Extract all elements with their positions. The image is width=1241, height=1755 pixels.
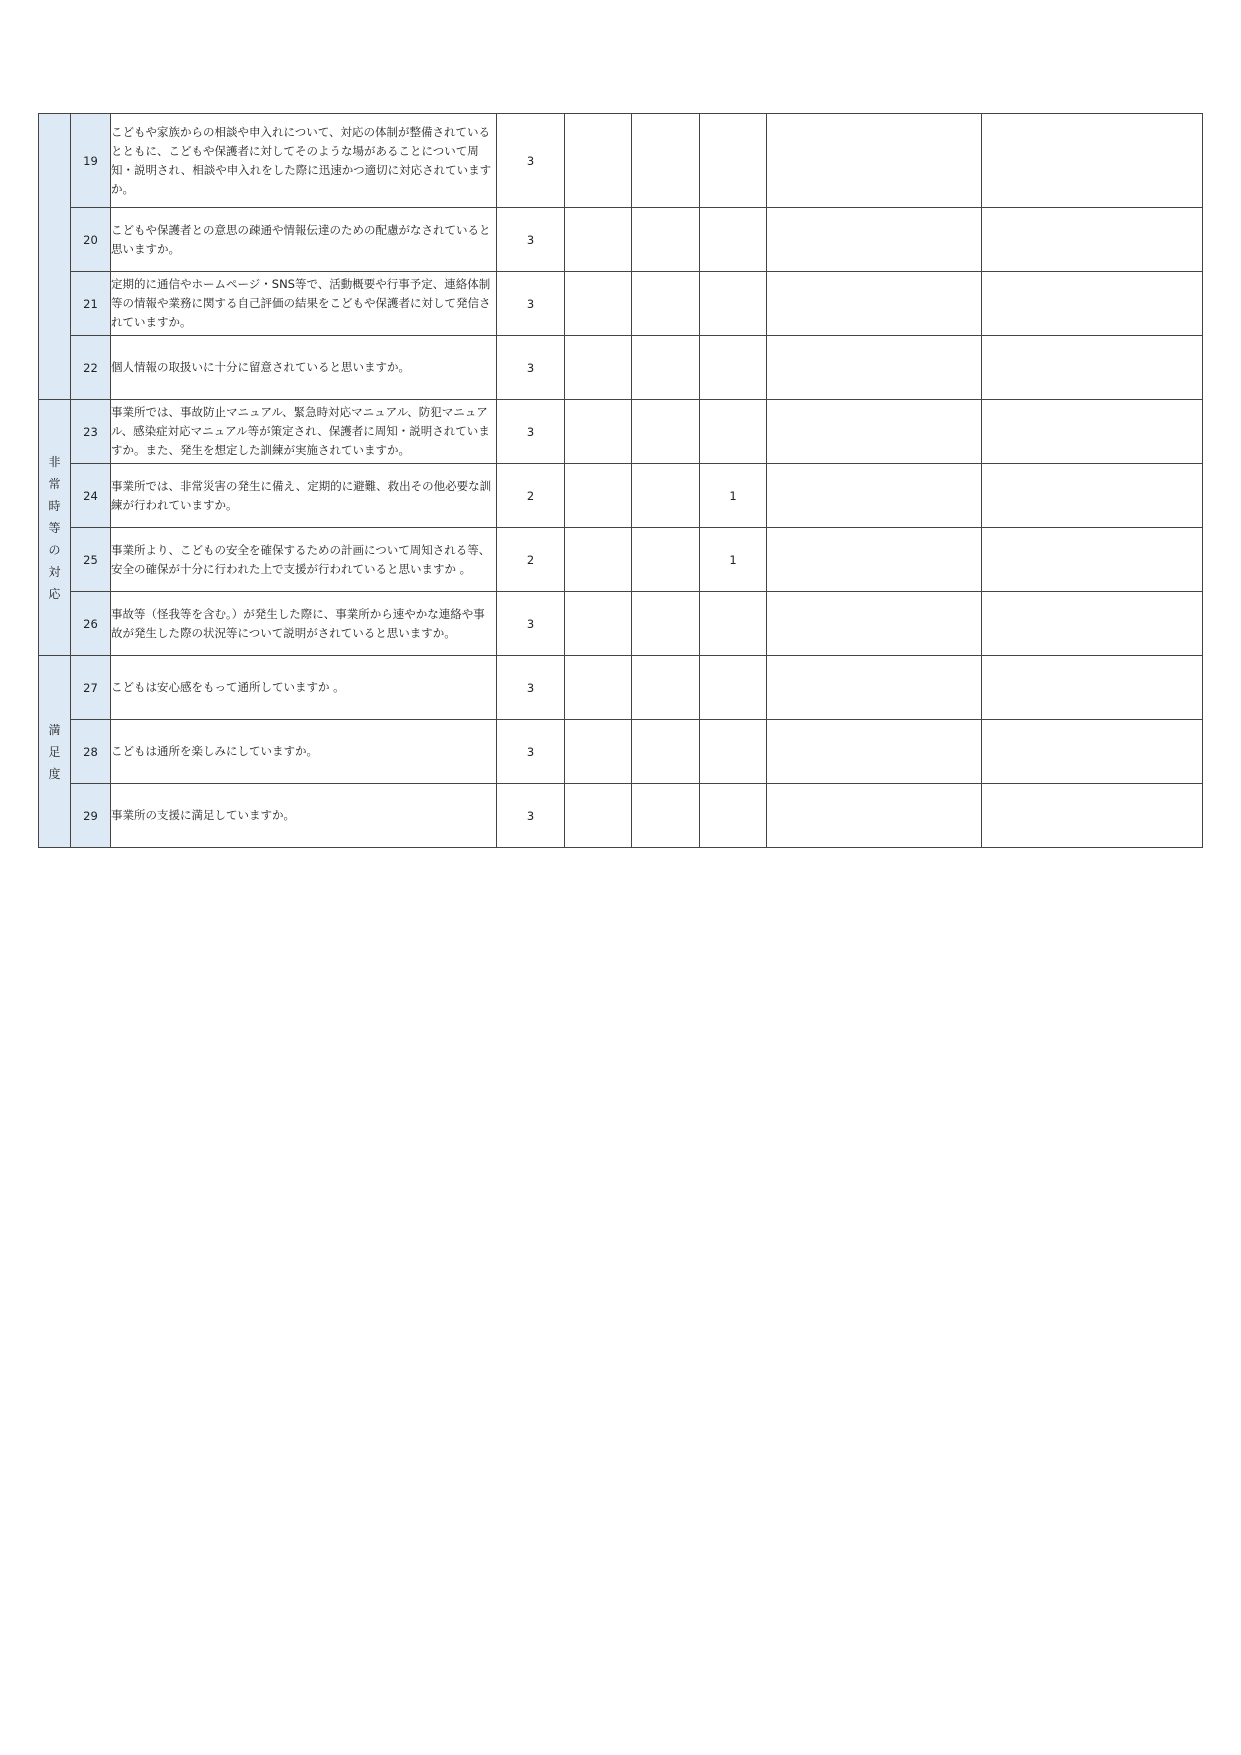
table-row — [39, 784, 1203, 848]
response-cell — [982, 272, 1203, 336]
answer-col4 — [700, 208, 767, 272]
question-text: こどもや保護者との意思の疎通や情報伝達のための配慮がなされていると思いますか。 — [111, 208, 497, 272]
answer-col2 — [565, 208, 632, 272]
table-row — [39, 400, 1203, 464]
answer-yes-count: 3 — [497, 208, 565, 272]
answer-col2 — [565, 784, 632, 848]
answer-col2 — [565, 400, 632, 464]
answer-col4 — [700, 272, 767, 336]
answer-col4 — [700, 656, 767, 720]
question-text: 事業所より、こどもの安全を確保するための計画について周知される等、安全の確保が十分に行われた上で支援が行われていると思いますか 。 — [111, 528, 497, 592]
question-text: 事業所では、事故防止マニュアル、緊急時対応マニュアル、防犯マニュアル、感染症対応マニュアル等が策定され、保護者に周知・説明されていますか。また、発生を想定した訓練が実施されていますか。 — [111, 400, 497, 464]
row-number: 21 — [71, 272, 111, 336]
answer-col3 — [632, 784, 700, 848]
table-row — [39, 208, 1203, 272]
answer-yes-count: 2 — [497, 464, 565, 528]
answer-col4 — [700, 336, 767, 400]
question-text: こどもは安心感をもって通所していますか 。 — [111, 656, 497, 720]
answer-col4: 1 — [700, 464, 767, 528]
table-row — [39, 336, 1203, 400]
answer-col2 — [565, 272, 632, 336]
answer-col4 — [700, 114, 767, 208]
answer-col3 — [632, 720, 700, 784]
comment-cell — [767, 592, 982, 656]
table-row — [39, 656, 1203, 720]
row-number: 27 — [71, 656, 111, 720]
comment-cell — [767, 272, 982, 336]
answer-col2 — [565, 528, 632, 592]
answer-col3 — [632, 336, 700, 400]
answer-col2 — [565, 336, 632, 400]
table-row — [39, 464, 1203, 528]
category-label: 満足度 — [48, 722, 61, 781]
comment-cell — [767, 528, 982, 592]
evaluation-table — [38, 113, 1203, 848]
question-text: こどもは通所を楽しみにしていますか。 — [111, 720, 497, 784]
answer-col4 — [700, 400, 767, 464]
question-text: 事業所の支援に満足していますか。 — [111, 784, 497, 848]
row-number: 24 — [71, 464, 111, 528]
row-number: 22 — [71, 336, 111, 400]
table-row — [39, 272, 1203, 336]
row-number: 19 — [71, 114, 111, 208]
comment-cell — [767, 400, 982, 464]
comment-cell — [767, 656, 982, 720]
question-text: 定期的に通信やホームページ・SNS等で、活動概要や行事予定、連絡体制等の情報や業務に関する自己評価の結果をこどもや保護者に対して発信されていますか。 — [111, 272, 497, 336]
response-cell — [982, 114, 1203, 208]
response-cell — [982, 464, 1203, 528]
question-text: 個人情報の取扱いに十分に留意されていると思いますか。 — [111, 336, 497, 400]
table-row — [39, 720, 1203, 784]
category-cell — [39, 114, 71, 400]
table-row — [39, 114, 1203, 208]
answer-col3 — [632, 656, 700, 720]
row-number: 29 — [71, 784, 111, 848]
answer-col4 — [700, 720, 767, 784]
answer-col2 — [565, 114, 632, 208]
answer-col3 — [632, 464, 700, 528]
response-cell — [982, 528, 1203, 592]
category-cell — [39, 656, 71, 848]
row-number: 25 — [71, 528, 111, 592]
comment-cell — [767, 464, 982, 528]
answer-yes-count: 2 — [497, 528, 565, 592]
answer-yes-count: 3 — [497, 656, 565, 720]
row-number: 23 — [71, 400, 111, 464]
response-cell — [982, 784, 1203, 848]
answer-col3 — [632, 114, 700, 208]
answer-col3 — [632, 592, 700, 656]
row-number: 28 — [71, 720, 111, 784]
answer-col4: 1 — [700, 528, 767, 592]
answer-yes-count: 3 — [497, 400, 565, 464]
answer-col2 — [565, 656, 632, 720]
answer-yes-count: 3 — [497, 720, 565, 784]
answer-yes-count: 3 — [497, 592, 565, 656]
response-cell — [982, 592, 1203, 656]
question-text: 事故等（怪我等を含む。）が発生した際に、事業所から速やかな連絡や事故が発生した際の状況等について説明がされていると思いますか。 — [111, 592, 497, 656]
answer-col3 — [632, 208, 700, 272]
response-cell — [982, 208, 1203, 272]
table-row — [39, 528, 1203, 592]
response-cell — [982, 400, 1203, 464]
answer-yes-count: 3 — [497, 784, 565, 848]
category-cell — [39, 400, 71, 656]
answer-col3 — [632, 528, 700, 592]
response-cell — [982, 336, 1203, 400]
comment-cell — [767, 784, 982, 848]
answer-col4 — [700, 784, 767, 848]
comment-cell — [767, 208, 982, 272]
answer-col4 — [700, 592, 767, 656]
answer-col3 — [632, 400, 700, 464]
answer-col2 — [565, 464, 632, 528]
answer-yes-count: 3 — [497, 272, 565, 336]
response-cell — [982, 656, 1203, 720]
row-number: 20 — [71, 208, 111, 272]
row-number: 26 — [71, 592, 111, 656]
response-cell — [982, 720, 1203, 784]
question-text: こどもや家族からの相談や申入れについて、対応の体制が整備されているとともに、こどもや保護者に対してそのような場があることについて周知・説明され、相談や申入れをした際に迅速かつ適切に対応されていますか。 — [111, 114, 497, 208]
category-label: 非常時等の対応 — [48, 454, 61, 601]
table-row — [39, 592, 1203, 656]
answer-yes-count: 3 — [497, 114, 565, 208]
comment-cell — [767, 114, 982, 208]
answer-col3 — [632, 272, 700, 336]
comment-cell — [767, 336, 982, 400]
comment-cell — [767, 720, 982, 784]
answer-col2 — [565, 592, 632, 656]
answer-col2 — [565, 720, 632, 784]
answer-yes-count: 3 — [497, 336, 565, 400]
question-text: 事業所では、非常災害の発生に備え、定期的に避難、救出その他必要な訓練が行われていますか。 — [111, 464, 497, 528]
